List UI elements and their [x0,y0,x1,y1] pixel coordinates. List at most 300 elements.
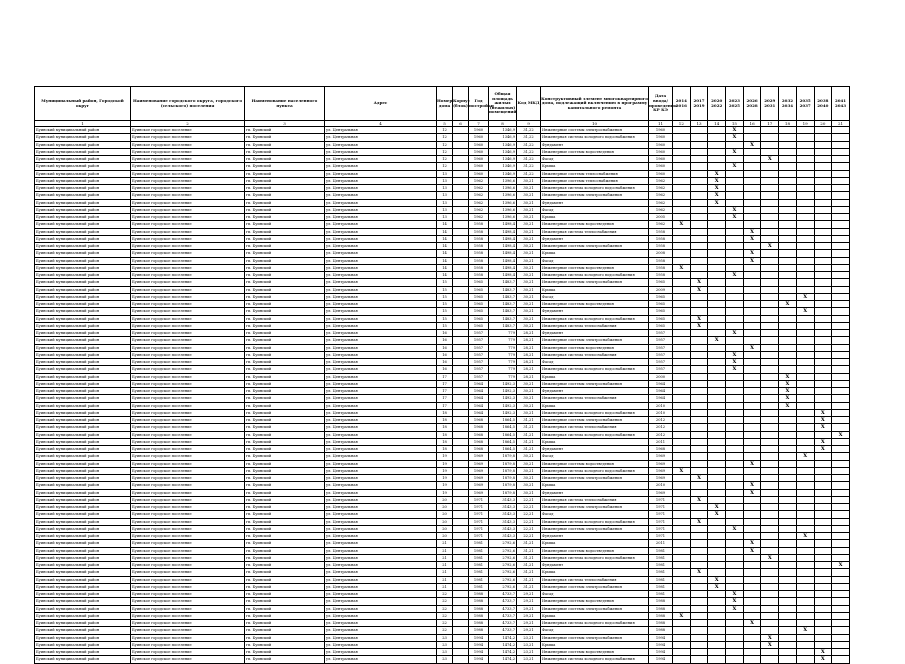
cell-element: Инженерные системы электроснабжения [541,634,649,641]
cell-period [673,373,691,380]
cell-locality: гп. Буинский [245,366,325,373]
cell-district: Буинский муниципальный район [35,373,131,380]
cell-area: 3143,3 [489,518,517,525]
cell-period: X [779,395,797,402]
cell-repair-date: 1962 [649,221,673,228]
cell-period: X [743,235,761,242]
cell-build-year: 1994 [469,634,489,641]
cell-period [690,330,708,337]
cell-period [743,634,761,641]
cell-period [796,243,814,250]
cell-mkd-code: 30,21 [517,315,541,322]
cell-block [453,315,469,322]
cell-settlement: Буинское городское поселение [131,446,245,453]
cell-repair-date: 1964 [649,388,673,395]
cell-build-year: 1971 [469,496,489,503]
cell-period [779,308,797,315]
cell-period [726,569,744,576]
cell-repair-date: 2010 [649,482,673,489]
cell-period [832,141,850,148]
cell-period [761,264,779,271]
cell-period [673,395,691,402]
cell-period [673,351,691,358]
cell-house-number: 12 [437,148,453,155]
table-row [35,286,850,293]
cell-period [690,170,708,177]
cell-period [673,156,691,163]
cell-period [779,591,797,598]
cell-period: X [708,199,726,206]
cell-repair-date: 1981 [649,591,673,598]
cell-block [453,417,469,424]
table-row [35,373,850,380]
cell-area: 1483,7 [489,293,517,300]
cell-block [453,330,469,337]
cell-period [832,206,850,213]
cell-period [708,257,726,264]
cell-period [708,649,726,656]
cell-period [708,228,726,235]
cell-period [673,308,691,315]
cell-settlement: Буинское городское поселение [131,402,245,409]
cell-house-number: 18 [437,409,453,416]
cell-area: 1879,8 [489,482,517,489]
cell-street: ул. Центральная [325,279,437,286]
table-row [35,322,850,329]
cell-period [779,424,797,431]
cell-period [743,185,761,192]
cell-period [690,301,708,308]
cell-period [814,634,832,641]
cell-period [832,641,850,648]
column-header: 2032 2034 [779,87,797,121]
table-row [35,148,850,155]
cell-house-number: 17 [437,388,453,395]
cell-period [814,460,832,467]
cell-period [708,438,726,445]
cell-settlement: Буинское городское поселение [131,170,245,177]
cell-period [832,417,850,424]
cell-period [761,649,779,656]
cell-period [690,206,708,213]
cell-period [832,395,850,402]
cell-element: Фасад [541,453,649,460]
cell-period [796,547,814,554]
cell-area: 1483,7 [489,286,517,293]
cell-house-number: 17 [437,373,453,380]
cell-repair-date: 2008 [649,250,673,257]
cell-repair-date: 2012 [649,424,673,431]
cell-period [779,482,797,489]
cell-period [814,156,832,163]
cell-period [832,293,850,300]
cell-repair-date: 1962 [649,192,673,199]
cell-period [761,141,779,148]
cell-street: ул. Центральная [325,127,437,134]
cell-element: Инженерная система холодного водоснабжения [541,656,649,663]
cell-period [673,540,691,547]
cell-period [690,257,708,264]
cell-settlement: Буинское городское поселение [131,293,245,300]
cell-period [690,380,708,387]
cell-period [796,511,814,518]
cell-period [832,127,850,134]
cell-block [453,641,469,648]
table-row [35,221,850,228]
cell-block [453,431,469,438]
cell-locality: гп. Буинский [245,388,325,395]
cell-period [761,482,779,489]
cell-period [726,641,744,648]
cell-period [814,308,832,315]
cell-period [708,301,726,308]
cell-period: X [690,279,708,286]
cell-period [796,163,814,170]
cell-period [779,264,797,271]
cell-period [761,620,779,627]
cell-period [673,453,691,460]
cell-period [690,424,708,431]
cell-period [779,525,797,532]
cell-repair-date: 2011 [649,540,673,547]
cell-district: Буинский муниципальный район [35,431,131,438]
cell-period [796,337,814,344]
cell-street: ул. Центральная [325,627,437,634]
cell-period [814,141,832,148]
cell-period [708,475,726,482]
cell-area: 1396,6 [489,185,517,192]
cell-period [832,460,850,467]
cell-period [761,475,779,482]
cell-mkd-code: 22,21 [517,518,541,525]
cell-mkd-code: 30,21 [517,301,541,308]
cell-period [726,380,744,387]
cell-area: 779 [489,330,517,337]
cell-mkd-code: 23,21 [517,634,541,641]
cell-build-year: 1958 [469,264,489,271]
cell-build-year: 1958 [469,250,489,257]
table-body [35,127,850,664]
cell-period [690,438,708,445]
cell-house-number: 14 [437,228,453,235]
cell-period [779,496,797,503]
cell-period [832,148,850,155]
cell-mkd-code: 30,21 [517,177,541,184]
cell-period [708,163,726,170]
cell-period: X [743,460,761,467]
cell-street: ул. Центральная [325,206,437,213]
cell-period [779,431,797,438]
cell-period [761,540,779,547]
cell-period [743,163,761,170]
cell-period [708,388,726,395]
column-number: 16 [743,121,761,127]
table-row [35,395,850,402]
column-number: 19 [796,121,814,127]
cell-period [673,257,691,264]
cell-element: Фундамент [541,235,649,242]
cell-period [796,359,814,366]
cell-build-year: 1958 [469,257,489,264]
cell-period [814,475,832,482]
cell-period [690,344,708,351]
cell-period [673,185,691,192]
cell-period [796,518,814,525]
cell-period [743,467,761,474]
table-row [35,525,850,532]
cell-period [673,250,691,257]
cell-period [708,496,726,503]
cell-period [796,489,814,496]
table-row [35,496,850,503]
cell-period [761,366,779,373]
cell-area: 1879,8 [489,489,517,496]
cell-area: 1864,5 [489,438,517,445]
cell-element: Инженерная система холодного водоснабжения [541,185,649,192]
cell-element: Фундамент [541,141,649,148]
cell-block [453,598,469,605]
cell-block [453,634,469,641]
cell-block [453,250,469,257]
cell-period [743,446,761,453]
cell-build-year: 1958 [469,221,489,228]
cell-house-number: 15 [437,286,453,293]
cell-period [690,148,708,155]
cell-period [796,185,814,192]
cell-period [690,221,708,228]
table-row [35,127,850,134]
cell-build-year: 1957 [469,330,489,337]
cell-period [832,504,850,511]
cell-period [743,127,761,134]
cell-mkd-code: 30,21 [517,388,541,395]
cell-repair-date: 1962 [649,177,673,184]
cell-mkd-code: 22,21 [517,525,541,532]
cell-period [779,446,797,453]
cell-period [726,533,744,540]
cell-settlement: Буинское городское поселение [131,533,245,540]
cell-period: X [726,591,744,598]
cell-period [743,504,761,511]
cell-period [743,359,761,366]
cell-period [708,417,726,424]
cell-period [708,308,726,315]
cell-block [453,489,469,496]
cell-period [796,409,814,416]
cell-settlement: Буинское городское поселение [131,127,245,134]
cell-period [708,460,726,467]
cell-period [761,453,779,460]
cell-period [673,402,691,409]
cell-period [814,177,832,184]
cell-house-number: 13 [437,214,453,221]
cell-period [814,576,832,583]
cell-element: Инженерные системы водоотведения [541,649,649,656]
cell-period [832,243,850,250]
cell-period [673,482,691,489]
cell-element: Инженерная система теплоснабжения [541,395,649,402]
cell-period [761,395,779,402]
cell-period [796,569,814,576]
cell-period [708,351,726,358]
cell-block [453,591,469,598]
cell-period [779,540,797,547]
cell-period [726,322,744,329]
cell-repair-date: 2011 [649,438,673,445]
cell-element: Инженерные системы электроснабжения [541,279,649,286]
cell-block [453,409,469,416]
cell-period [673,583,691,590]
cell-period [779,351,797,358]
cell-period [832,134,850,141]
cell-period [814,605,832,612]
cell-period [814,380,832,387]
cell-build-year: 1964 [469,409,489,416]
cell-period [743,583,761,590]
cell-period [726,199,744,206]
cell-period [726,467,744,474]
cell-period [726,221,744,228]
cell-period [832,554,850,561]
cell-period: X [708,192,726,199]
cell-district: Буинский муниципальный район [35,518,131,525]
cell-street: ул. Центральная [325,235,437,242]
cell-element: Инженерная система теплоснабжения [541,424,649,431]
cell-element: Инженерная система холодного водоснабжения [541,134,649,141]
cell-period [796,620,814,627]
cell-repair-date: 1965 [649,293,673,300]
cell-area: 1346,9 [489,170,517,177]
cell-repair-date: 1994 [649,656,673,663]
cell-repair-date: 1988 [649,598,673,605]
cell-period [743,453,761,460]
cell-period [726,424,744,431]
cell-block [453,293,469,300]
cell-period [832,388,850,395]
cell-mkd-code: 30,21 [517,409,541,416]
cell-period [673,272,691,279]
cell-settlement: Буинское городское поселение [131,438,245,445]
cell-period [814,547,832,554]
cell-period [708,322,726,329]
cell-build-year: 1981 [469,562,489,569]
cell-period [814,388,832,395]
cell-street: ул. Центральная [325,569,437,576]
cell-mkd-code: 31,21 [517,438,541,445]
cell-period [708,620,726,627]
cell-settlement: Буинское городское поселение [131,279,245,286]
cell-area: 1396,6 [489,177,517,184]
table-row [35,214,850,221]
cell-settlement: Буинское городское поселение [131,583,245,590]
cell-period [814,511,832,518]
cell-area: 2792,6 [489,576,517,583]
cell-house-number: 21 [437,554,453,561]
cell-district: Буинский муниципальный район [35,351,131,358]
cell-locality: гп. Буинский [245,489,325,496]
cell-district: Буинский муниципальный район [35,127,131,134]
cell-district: Буинский муниципальный район [35,185,131,192]
cell-mkd-code: 30,21 [517,264,541,271]
cell-period [796,235,814,242]
cell-street: ул. Центральная [325,620,437,627]
cell-period [796,612,814,619]
cell-district: Буинский муниципальный район [35,156,131,163]
cell-mkd-code: 22,21 [517,533,541,540]
column-header: Муниципальный район, Городской округ [35,87,131,121]
cell-element: Крыша [541,214,649,221]
cell-period [761,344,779,351]
cell-period [832,591,850,598]
cell-period [761,511,779,518]
cell-element: Инженерные системы электроснабжения [541,475,649,482]
cell-period [796,257,814,264]
cell-period [796,634,814,641]
cell-settlement: Буинское городское поселение [131,308,245,315]
column-number: 14 [708,121,726,127]
cell-street: ул. Центральная [325,649,437,656]
cell-period [726,431,744,438]
cell-period [673,460,691,467]
cell-period [708,641,726,648]
cell-block [453,264,469,271]
cell-settlement: Буинское городское поселение [131,511,245,518]
cell-settlement: Буинское городское поселение [131,649,245,656]
cell-house-number: 19 [437,489,453,496]
cell-repair-date: 1981 [649,562,673,569]
cell-period: X [743,250,761,257]
cell-period [708,467,726,474]
cell-period [796,583,814,590]
table-row [35,351,850,358]
cell-period [779,438,797,445]
cell-period [796,540,814,547]
cell-house-number: 22 [437,620,453,627]
cell-build-year: 1957 [469,359,489,366]
cell-period [814,373,832,380]
table-row [35,649,850,656]
column-header: Номер дома [437,87,453,121]
cell-period [743,214,761,221]
column-number: 11 [649,121,673,127]
cell-locality: гп. Буинский [245,460,325,467]
cell-build-year: 1958 [469,235,489,242]
cell-block [453,235,469,242]
cell-area: 1346,9 [489,134,517,141]
cell-repair-date: 1960 [649,148,673,155]
cell-block [453,243,469,250]
cell-locality: гп. Буинский [245,569,325,576]
cell-settlement: Буинское городское поселение [131,380,245,387]
cell-block [453,351,469,358]
cell-locality: гп. Буинский [245,206,325,213]
cell-period [832,533,850,540]
cell-repair-date: 1960 [649,156,673,163]
cell-period [779,148,797,155]
cell-mkd-code: 31,22 [517,127,541,134]
cell-repair-date: 1962 [649,199,673,206]
cell-period [779,612,797,619]
cell-period [814,243,832,250]
cell-locality: гп. Буинский [245,199,325,206]
cell-period [832,634,850,641]
cell-locality: гп. Буинский [245,257,325,264]
cell-district: Буинский муниципальный район [35,344,131,351]
cell-street: ул. Центральная [325,272,437,279]
cell-period [832,518,850,525]
cell-area: 2792,6 [489,583,517,590]
cell-area: 1346,9 [489,127,517,134]
